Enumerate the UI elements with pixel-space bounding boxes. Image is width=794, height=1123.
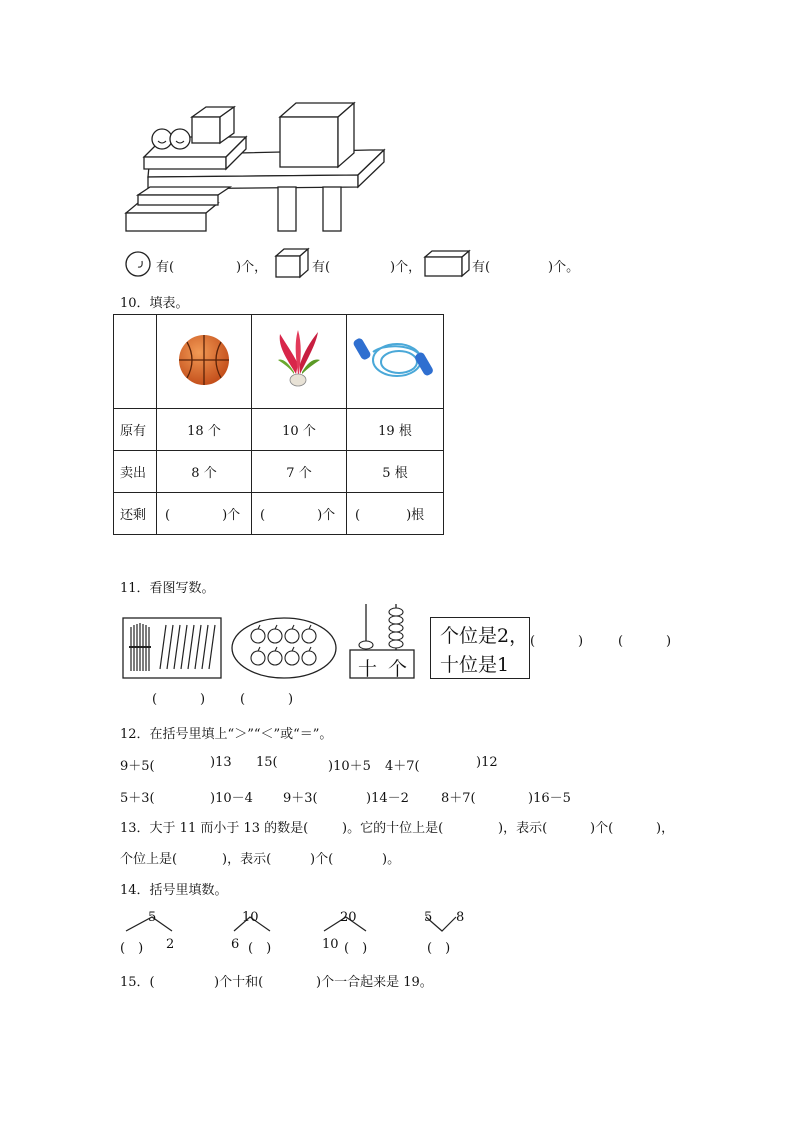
q12-l2-a[interactable]: 5＋3( bbox=[120, 791, 155, 806]
q13-l1-e: )， bbox=[656, 821, 675, 836]
q14-1-right: 2 bbox=[166, 937, 175, 952]
q11-blank-r2-1b: ) bbox=[200, 692, 206, 707]
q15-b[interactable]: )个十和( bbox=[214, 975, 264, 990]
q14-3-right[interactable]: ( ) bbox=[344, 941, 368, 956]
q11-blank-r2-2a[interactable]: ( bbox=[240, 692, 246, 707]
q12-l1-c[interactable]: 15( bbox=[256, 755, 278, 770]
q12-l2-c[interactable]: 9＋3( bbox=[283, 791, 318, 806]
q13-l2-a[interactable]: 个位上是( bbox=[120, 852, 178, 867]
cuboid-icon bbox=[422, 248, 472, 280]
fill-table bbox=[113, 314, 444, 535]
shuttlecock-cell bbox=[252, 315, 347, 409]
q11-blank-r1-1a[interactable]: ( bbox=[530, 634, 536, 649]
q14-2-left: 6 bbox=[231, 937, 240, 952]
q14-3-left: 10 bbox=[322, 937, 339, 952]
abacus-label-ones: 个 bbox=[388, 658, 408, 680]
cube-icon bbox=[272, 246, 312, 280]
q12-l2-b: )10－4 bbox=[210, 791, 253, 806]
q11-blank-r1-1b: ) bbox=[578, 634, 584, 649]
q14-4-top-right: 8 bbox=[456, 910, 465, 925]
table-corner-cell bbox=[114, 315, 157, 409]
q11-blank-r1-2a[interactable]: ( bbox=[618, 634, 624, 649]
apples-figure bbox=[230, 616, 338, 680]
q12-l2-f: )16－5 bbox=[528, 791, 571, 806]
q14-2-top: 10 bbox=[242, 910, 259, 925]
q14-2-right[interactable]: ( ) bbox=[248, 941, 272, 956]
row-label-sold: 卖出 bbox=[114, 451, 157, 493]
jump-rope-icon bbox=[353, 330, 437, 390]
q12-l1-d: )10＋5 bbox=[328, 759, 371, 774]
q14-4-bottom[interactable]: ( ) bbox=[427, 941, 451, 956]
shuttlecock-icon bbox=[274, 328, 324, 392]
cell-remaining-shuttlecock[interactable]: ( )个 bbox=[252, 493, 347, 535]
row-label-remaining: 还剩 bbox=[114, 493, 157, 535]
cell-remaining-jumprope[interactable]: ( )根 bbox=[347, 493, 444, 535]
cell-original-basketball: 18 个 bbox=[157, 409, 252, 451]
q13-l1-c[interactable]: )，表示( bbox=[498, 821, 548, 836]
cell-remaining-basketball[interactable]: ( )个 bbox=[157, 493, 252, 535]
cell-original-shuttlecock: 10 个 bbox=[252, 409, 347, 451]
blocks-figure bbox=[118, 95, 398, 240]
cell-original-jumprope: 19 根 bbox=[347, 409, 444, 451]
q12-l1-e[interactable]: 4＋7( bbox=[385, 759, 420, 774]
cell-sold-jumprope: 5 根 bbox=[347, 451, 444, 493]
cell-sold-basketball: 8 个 bbox=[157, 451, 252, 493]
q13-l1-b[interactable]: )。它的十位上是( bbox=[342, 821, 444, 836]
basketball-cell bbox=[157, 315, 252, 409]
q9-text-1: 有( bbox=[156, 260, 175, 275]
q12-l2-d: )14－2 bbox=[366, 791, 409, 806]
q9-text-3: 有( bbox=[312, 260, 331, 275]
place-value-line-2: 十位是1 bbox=[440, 654, 510, 676]
q14-3-top: 20 bbox=[340, 910, 357, 925]
q15-a[interactable]: 15．( bbox=[120, 975, 155, 990]
jumprope-cell bbox=[347, 315, 444, 409]
q14-4-top-left: 5 bbox=[424, 910, 433, 925]
q11-blank-r2-1a[interactable]: ( bbox=[152, 692, 158, 707]
q13-l2-b[interactable]: )，表示( bbox=[222, 852, 272, 867]
q9-text-6: )个。 bbox=[548, 260, 580, 275]
q13-l1-d[interactable]: )个( bbox=[590, 821, 614, 836]
q12-title: 12．在括号里填上“＞”“＜”或“＝”。 bbox=[120, 727, 333, 742]
q9-text-5: 有( bbox=[472, 260, 491, 275]
q14-1-top: 5 bbox=[148, 910, 157, 925]
q12-l1-f: )12 bbox=[476, 755, 498, 770]
cell-sold-shuttlecock: 7 个 bbox=[252, 451, 347, 493]
q9-text-2: )个， bbox=[236, 260, 268, 275]
q12-l2-e[interactable]: 8＋7( bbox=[441, 791, 476, 806]
row-label-original: 原有 bbox=[114, 409, 157, 451]
q10-title: 10．填表。 bbox=[120, 296, 189, 311]
q15-c: )个一合起来是 19。 bbox=[316, 975, 433, 990]
q13-l1-a[interactable]: 13．大于 11 而小于 13 的数是( bbox=[120, 821, 309, 836]
place-value-line-1: 个位是2， bbox=[440, 625, 529, 647]
q13-l2-c[interactable]: )个( bbox=[310, 852, 334, 867]
q12-l1-b: )13 bbox=[210, 755, 232, 770]
q13-l2-d: )。 bbox=[382, 852, 401, 867]
q9-text-4: )个， bbox=[390, 260, 422, 275]
q14-title: 14．括号里填数。 bbox=[120, 883, 228, 898]
q11-blank-r1-2b: ) bbox=[666, 634, 672, 649]
q12-l1-a[interactable]: 9＋5( bbox=[120, 759, 155, 774]
q11-blank-r2-2b: ) bbox=[288, 692, 294, 707]
q11-title: 11．看图写数。 bbox=[120, 581, 215, 596]
sphere-icon bbox=[123, 249, 153, 279]
abacus-label-tens: 十 bbox=[358, 658, 378, 680]
sticks-figure bbox=[122, 617, 222, 679]
q14-1-left[interactable]: ( ) bbox=[120, 941, 144, 956]
basketball-icon bbox=[177, 333, 231, 387]
